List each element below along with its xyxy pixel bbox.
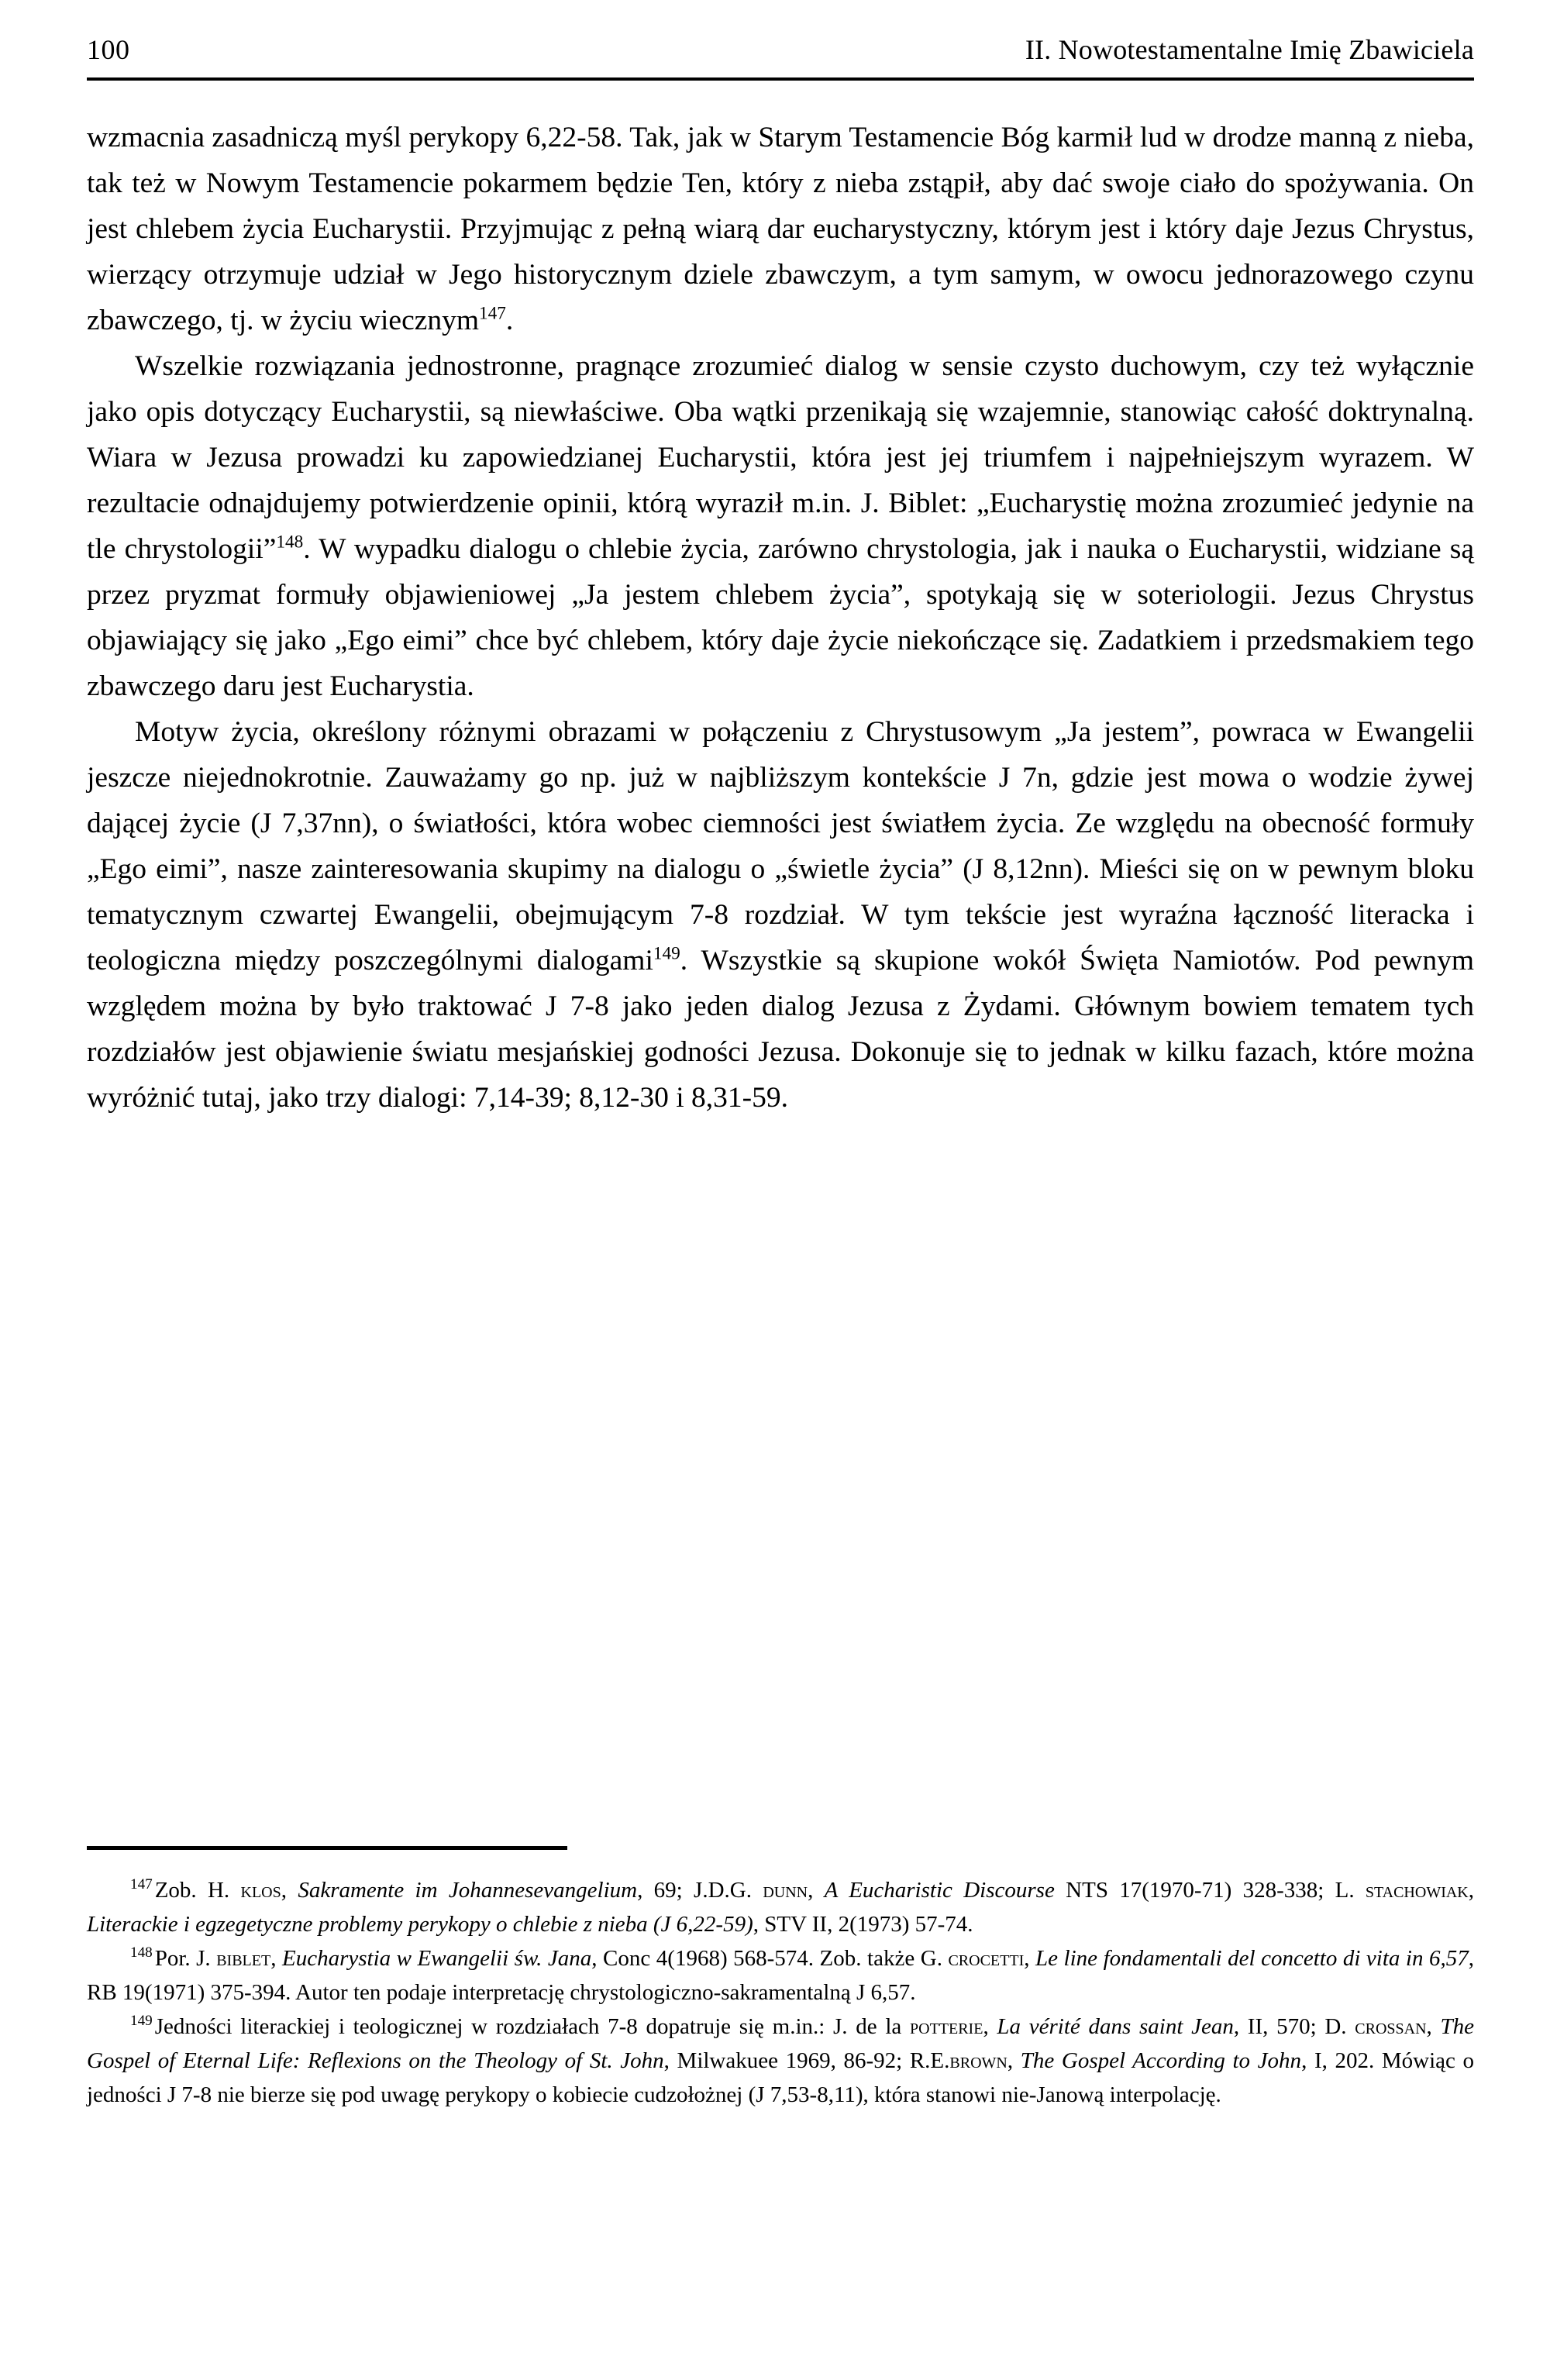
footnote-author: crossan: [1355, 2014, 1427, 2039]
footnote-title: The Gospel of Eternal Life: Reflexions on the Theology of St. John: [87, 2014, 1474, 2073]
footnote-reference[interactable]: 149: [653, 943, 680, 964]
footnote-author: stachowiak: [1365, 1878, 1469, 1903]
footnote-text: Por. J.: [154, 1946, 217, 1971]
footnote-title: Literackie i egzegetyczne problemy perykopy o chlebie z nieba (J 6,22-59): [87, 1912, 753, 1937]
footnote-text: , STV II, 2(1973) 57-74.: [753, 1912, 973, 1937]
footnote-text: , 69; J.D.G.: [637, 1878, 763, 1903]
footnote-number[interactable]: 148: [130, 1944, 153, 1962]
footnote-item: [87, 1941, 1474, 2010]
footnote-author: crocetti: [948, 1946, 1025, 1971]
footnote-text: , I, 202. Mówiąc o jedności J 7-8 nie bierze się pod uwagę perykopy o kobiecie cudzołożnej (J 7,53-8,11), która stanowi nie-Janową interpolację.: [87, 2048, 1475, 2107]
footnote-author: klos: [240, 1878, 281, 1903]
footnote-author: potterie: [910, 2014, 983, 2039]
footnote-item: [87, 1873, 1474, 1941]
footnote-text: Zob. H.: [154, 1878, 241, 1903]
footnote-list: [87, 1873, 1474, 2112]
footnote-text: ,: [1024, 1946, 1036, 1971]
paragraph-text-continued: .: [505, 305, 514, 336]
footnote-number[interactable]: 149: [130, 2013, 153, 2030]
footnote-text: , II, 570; D.: [1233, 2014, 1355, 2039]
footnote-text: NTS 17(1970-71) 328-338; L.: [1054, 1878, 1366, 1903]
footnote-separator-rule: [87, 1846, 567, 1850]
footnote-reference[interactable]: 147: [479, 303, 506, 324]
footnote-text: , Conc 4(1968) 568-574. Zob. także G.: [591, 1946, 949, 1971]
footnote-number[interactable]: 147: [130, 1876, 153, 1893]
footnote-author: biblet: [216, 1946, 271, 1971]
body-paragraph: [87, 709, 1474, 1121]
footnote-title: Sakramente im Johannesevangelium: [298, 1878, 638, 1903]
footnote-text: ,: [1468, 1878, 1474, 1903]
paragraph-text: Wszelkie rozwiązania jednostronne, pragnące zrozumieć dialog w sensie czysto duchowym, czy też wyłącznie jako opis dotyczący Eucharystii, są niewłaściwe. Oba wątki przenikają się wzajemnie, stanowiąc całość doktrynalną. Wiara w Jezusa prowadzi ku zapowiedzianej Eucharystii, która jest jej triumfem i najpełniejszym wyrazem. W rezultacie odnajdujemy potwierdzenie opinii, którą wyraził m.in. J. Biblet: „Eucharystię można zrozumieć jedynie na tle chrystologii”: [87, 350, 1474, 565]
footnote-item: [87, 2010, 1474, 2112]
footnote-text: ,: [281, 1878, 298, 1903]
footnote-title: The Gospel According to John: [1020, 2048, 1302, 2073]
footnote-author: brown: [949, 2048, 1008, 2073]
footnote-area: [87, 1846, 1474, 2112]
footnote-title: Le line fondamentali del concetto di vita in 6,57: [1035, 1946, 1469, 1971]
paragraph-text-continued: . W wypadku dialogu o chlebie życia, zarówno chrystologia, jak i nauka o Eucharystii, widziane są przez pryzmat formuły objawieniowej „Ja jestem chlebem życia”, spotykają się w soteriologii. Jezus Chrystus objawiający się jako „Ego eimi” chce być chlebem, który daje życie niekończące się. Zadatkiem i przedsmakiem tego zbawczego daru jest Eucharystia.: [87, 533, 1475, 702]
running-head-title: II. Nowotestamentalne Imię Zbawiciela: [1025, 34, 1474, 65]
footnote-reference[interactable]: 148: [276, 532, 304, 553]
page-content: [87, 36, 1474, 1121]
footnote-title: A Eucharistic Discourse: [824, 1878, 1055, 1903]
page-number: 100: [87, 34, 130, 65]
footnote-author: dunn: [763, 1878, 808, 1903]
running-head: [87, 36, 1474, 76]
body-text: [87, 115, 1474, 1121]
paragraph-text: wzmacnia zasadniczą myśl perykopy 6,22-58. Tak, jak w Starym Testamencie Bóg karmił lud w drodze manną z nieba, tak też w Nowym Testamencie pokarmem będzie Ten, który z nieba zstąpił, aby dać swoje ciało do spożywania. On jest chlebem życia Eucharystii. Przyjmując z pełną wiarą dar eucharystyczny, którym jest i który daje Jezus Chrystus, wierzący otrzymuje udział w Jego historycznym dziele zbawczym, a tym samym, w owocu jednorazowego czynu zbawczego, tj. w życiu wiecznym: [87, 122, 1474, 336]
footnote-text: ,: [983, 2014, 997, 2039]
header-rule: [87, 77, 1474, 81]
body-paragraph: [87, 115, 1474, 343]
body-paragraph: [87, 343, 1474, 709]
footnote-title: Eucharystia w Ewangelii św. Jana: [282, 1946, 592, 1971]
footnote-text: ,: [1007, 2048, 1021, 2073]
footnote-text: ,: [270, 1946, 282, 1971]
footnote-text: Jedności literackiej i teologicznej w rozdziałach 7-8 dopatruje się m.in.: J. de la: [154, 2014, 910, 2039]
footnote-text: , Milwakuee 1969, 86-92; R.E.: [663, 2048, 950, 2073]
footnote-text: ,: [1426, 2014, 1441, 2039]
footnote-title: La vérité dans saint Jean: [997, 2014, 1234, 2039]
paragraph-text-continued: . Wszystkie są skupione wokół Święta Namiotów. Pod pewnym względem można by było traktować J 7-8 jako jeden dialog Jezusa z Żydami. Głównym bowiem tematem tych rozdziałów jest objawienie światu mesjańskiej godności Jezusa. Dokonuje się to jednak w kilku fazach, które można wyróżnić tutaj, jako trzy dialogi: 7,14-39; 8,12-30 i 8,31-59.: [87, 945, 1474, 1114]
footnote-text: , RB 19(1971) 375-394. Autor ten podaje interpretację chrystologiczno-sakramentalną J 6,57.: [87, 1946, 1475, 2005]
footnote-text: ,: [808, 1878, 825, 1903]
paragraph-text: Motyw życia, określony różnymi obrazami w połączeniu z Chrystusowym „Ja jestem”, powraca w Ewangelii jeszcze niejednokrotnie. Zauważamy go np. już w najbliższym kontekście J 7n, gdzie jest mowa o wodzie żywej dającej życie (J 7,37nn), o światłości, która wobec ciemności jest światłem życia. Ze względu na obecność formuły „Ego eimi”, nasze zainteresowania skupimy na dialogu o „świetle życia” (J 8,12nn). Mieści się on w pewnym bloku tematycznym czwartej Ewangelii, obejmującym 7-8 rozdział. W tym tekście jest wyraźna łączność literacka i teologiczna między poszczególnymi dialogami: [87, 716, 1474, 976]
